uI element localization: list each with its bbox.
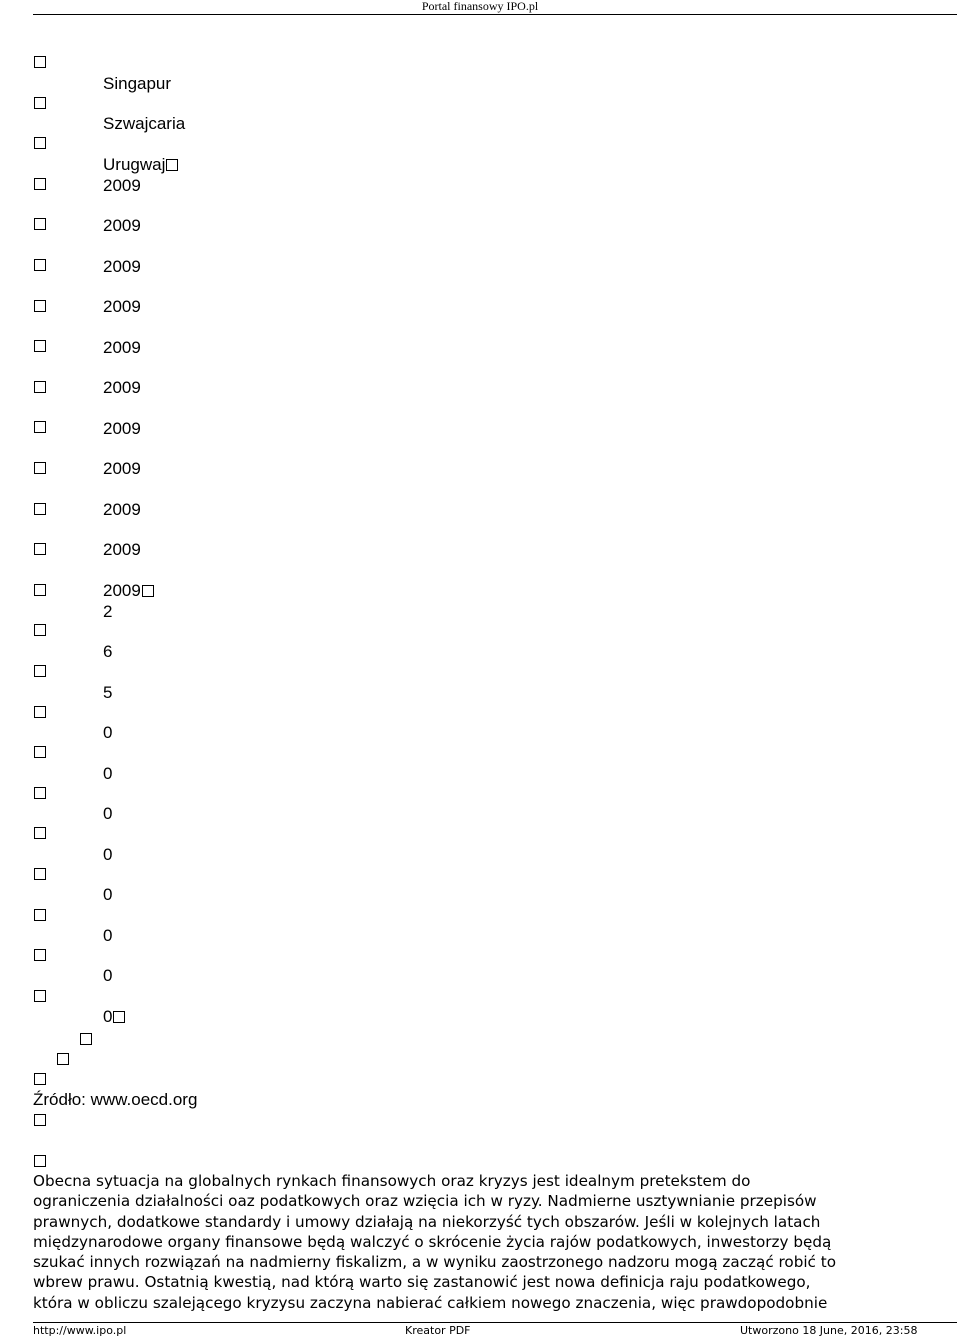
country-item: Singapur	[103, 74, 172, 93]
page-header: Portal finansowy IPO.pl	[421, 0, 539, 13]
number-item: 5	[103, 683, 113, 702]
number-item	[103, 1007, 125, 1027]
year-item: 2009	[103, 419, 141, 438]
number-item: 0	[103, 926, 113, 945]
paragraph-line: szukać innych rozwiązań na nadmierny fiskalizm, a w wyniku zaostrzonego nadzoru mogą zacząć robić to	[33, 1253, 836, 1272]
year-item: 2009	[103, 378, 141, 397]
paragraph-line: ograniczenia działalności oaz podatkowych oraz wzięcia ich w ryzy. Nadmierne usztywnianie przepisów	[33, 1192, 817, 1211]
number-label: 0	[103, 1007, 113, 1026]
year-item: 2009	[103, 338, 141, 357]
country-label: Urugwaj	[103, 155, 166, 174]
checkbox-glyph-icon	[80, 1033, 92, 1045]
checkbox-glyph-icon	[34, 381, 46, 393]
checkbox-glyph-icon	[34, 97, 46, 109]
number-item: 0	[103, 845, 113, 864]
year-item: 2009	[103, 216, 141, 235]
checkbox-glyph-icon	[34, 868, 46, 880]
footer-created: Utworzono 18 June, 2016, 23:58	[740, 1324, 918, 1337]
checkbox-glyph-icon	[34, 56, 46, 68]
checkbox-glyph-icon	[34, 300, 46, 312]
checkbox-glyph-icon	[34, 178, 46, 190]
checkbox-glyph-icon	[166, 159, 178, 171]
source-note: Źródło: www.oecd.org	[33, 1090, 198, 1109]
checkbox-glyph-icon	[34, 1073, 46, 1085]
checkbox-glyph-icon	[34, 137, 46, 149]
checkbox-glyph-icon	[34, 706, 46, 718]
checkbox-glyph-icon	[57, 1053, 69, 1065]
paragraph-line: prawnych, dodatkowe standardy i umowy działają na niekorzyść tych obszarów. Jeśli w kolejnych latach	[33, 1212, 821, 1231]
footer-generator: Kreator PDF	[405, 1324, 471, 1337]
body-paragraph	[33, 1171, 933, 1313]
checkbox-glyph-icon	[34, 665, 46, 677]
paragraph-line: Obecna sytuacja na globalnych rynkach finansowych oraz kryzys jest idealnym pretekstem do	[33, 1172, 751, 1190]
number-item: 6	[103, 642, 113, 661]
year-item: 2009	[103, 459, 141, 478]
checkbox-glyph-icon	[34, 909, 46, 921]
year-item: 2009	[103, 176, 141, 195]
checkbox-glyph-icon	[34, 624, 46, 636]
checkbox-glyph-icon	[34, 543, 46, 555]
checkbox-glyph-icon	[34, 462, 46, 474]
checkbox-glyph-icon	[34, 949, 46, 961]
paragraph-line: wbrew prawu. Ostatnią kwestią, nad którą warto się zastanowić jest nowa definicja raju podatkowego,	[33, 1273, 811, 1292]
checkbox-glyph-icon	[34, 584, 46, 596]
checkbox-glyph-icon	[34, 259, 46, 271]
checkbox-glyph-icon	[34, 503, 46, 515]
year-item: 2009	[103, 297, 141, 316]
year-item: 2009	[103, 500, 141, 519]
checkbox-glyph-icon	[34, 1114, 46, 1126]
number-item: 0	[103, 764, 113, 783]
checkbox-glyph-icon	[34, 787, 46, 799]
checkbox-glyph-icon	[142, 585, 154, 597]
checkbox-glyph-icon	[34, 827, 46, 839]
checkbox-glyph-icon	[34, 218, 46, 230]
footer-divider	[33, 1322, 957, 1323]
year-item: 2009	[103, 257, 141, 276]
checkbox-glyph-icon	[113, 1011, 125, 1023]
country-item: Szwajcaria	[103, 114, 186, 133]
number-item: 0	[103, 723, 113, 742]
checkbox-glyph-icon	[34, 340, 46, 352]
checkbox-glyph-icon	[34, 421, 46, 433]
year-item: 2009	[103, 540, 141, 559]
number-item: 0	[103, 804, 113, 823]
number-item: 0	[103, 966, 113, 985]
checkbox-glyph-icon	[34, 1155, 46, 1167]
year-item	[103, 581, 154, 601]
header-divider	[33, 14, 957, 15]
footer-url[interactable]: http://www.ipo.pl	[33, 1324, 127, 1337]
number-item: 0	[103, 885, 113, 904]
checkbox-glyph-icon	[34, 746, 46, 758]
paragraph-line: międzynarodowe organy finansowe będą walczyć o skrócenie życia rajów podatkowych, inwestorzy będą	[33, 1232, 832, 1251]
year-label: 2009	[103, 581, 141, 600]
number-item: 2	[103, 602, 113, 621]
paragraph-line: która w obliczu szalejącego kryzysu zaczyna nabierać całkiem nowego znaczenia, więc prawdopodobnie	[33, 1293, 828, 1312]
checkbox-glyph-icon	[34, 990, 46, 1002]
country-item	[103, 155, 178, 175]
